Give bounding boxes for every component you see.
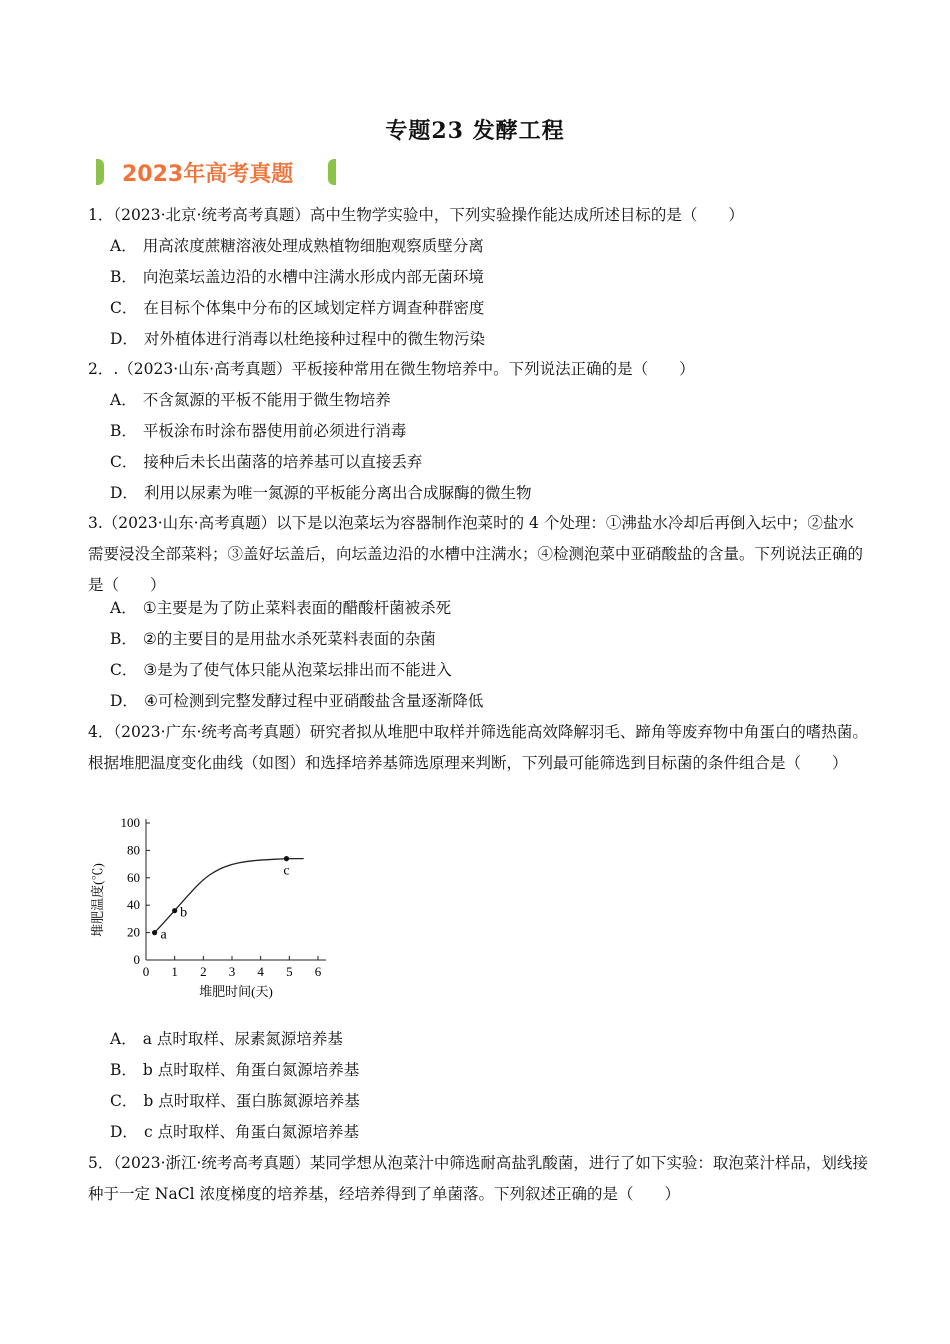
question-text: .（2023·山东·高考真题）平板接种常用在微生物培养中。下列说法正确的是（ ） [113,360,695,378]
option-4a [110,1024,343,1055]
option-key: D． [110,692,138,710]
option-1a [110,231,484,262]
option-text: 在目标个体集中分布的区域划定样方调查种群密度 [143,299,485,317]
point-c [284,856,289,861]
question-text: （2023·广东·统考高考真题）研究者拟从堆肥中取样并筛选能高效降解羽毛、蹄角等废弃物中角蛋白的嗜热菌。根据堆肥温度变化曲线（如图）和选择培养基筛选原理来判断，下列最可能筛选到目标菌的条件组合是（ ） [88,723,868,772]
y-tick-label: 100 [120,815,140,830]
x-tick-label: 4 [257,964,264,979]
option-1b [110,262,484,293]
x-tick-label: 5 [286,964,293,979]
question-text: （2023·北京·统考高考真题）高中生物学实验中，下列实验操作能达成所述目标的是（ ） [113,206,744,224]
y-tick-label: 80 [127,842,140,858]
option-key: A． [110,599,137,617]
option-3c [110,655,452,686]
x-tick-label: 2 [200,964,207,979]
point-b [172,908,177,913]
option-key: C． [110,453,138,471]
y-axis-label: 堆肥温度(℃) [90,863,105,937]
option-text: ③是为了使气体只能从泡菜坛排出而不能进入 [143,661,452,679]
option-text: ①主要是为了防止菜料表面的醋酸杆菌被杀死 [142,599,452,617]
question-number: 3. [88,514,103,532]
option-key: B． [110,268,137,286]
option-text: b 点时取样、角蛋白氮源培养基 [142,1061,360,1079]
section-banner-label: 2023年高考真题 [122,162,294,187]
option-key: C． [110,299,138,317]
question-3 [88,508,868,601]
option-4c [110,1086,360,1117]
x-tick-label: 0 [142,964,150,979]
question-number: 2． [88,360,114,378]
option-4d [110,1117,359,1148]
option-text: c 点时取样、角蛋白氮源培养基 [143,1123,360,1141]
option-text: 利用以尿素为唯一氮源的平板能分离出合成脲酶的微生物 [143,484,532,502]
option-3d [110,686,483,717]
option-text: ②的主要目的是用盐水杀死菜料表面的杂菌 [142,630,436,648]
y-tick-label: 60 [127,869,140,885]
chart-axes [121,815,327,979]
option-key: C． [110,661,138,679]
option-2a [110,385,391,416]
x-tick-label: 3 [228,964,236,979]
y-tick-label: 40 [127,897,140,913]
option-text: ④可检测到完整发酵过程中亚硝酸盐含量逐渐降低 [143,692,484,710]
option-4b [110,1055,359,1086]
option-text: 不含氮源的平板不能用于微生物培养 [142,391,391,409]
option-key: D． [110,330,138,348]
y-tick-label: 20 [127,924,140,940]
option-key: B． [110,1061,137,1079]
question-number: 1． [88,206,114,224]
question-4 [88,717,868,779]
question-text: （2023·浙江·统考高考真题）某同学想从泡菜汁中筛选耐高盐乳酸菌，进行了如下实验：取泡菜汁样品，划线接种于一定 NaCl 浓度梯度的培养基，经培养得到了单菌落。下列叙述正确的是（ ） [88,1154,868,1203]
option-text: b 点时取样、蛋白胨氮源培养基 [143,1092,360,1110]
question-5 [88,1148,868,1210]
option-key: C． [110,1092,138,1110]
chart-svg [88,812,338,1012]
option-text: 平板涂布时涂布器使用前必须进行消毒 [142,422,407,440]
option-key: A． [110,237,137,255]
question-number: 4． [88,723,114,741]
option-text: 用高浓度蔗糖溶液处理成熟植物细胞观察质壁分离 [142,237,484,255]
option-key: D． [110,1123,138,1141]
point-a [152,930,157,935]
x-tick-label: 6 [314,964,322,979]
option-key: B． [110,422,137,440]
option-key: D． [110,484,138,502]
option-key: A． [110,1030,137,1048]
y-tick-label: 0 [133,952,140,967]
option-1d [110,324,485,355]
option-2b [110,416,406,447]
banner-left-cap [96,159,104,185]
question-1 [88,200,868,231]
option-1c [110,293,484,324]
banner-right-cap [328,159,336,185]
section-banner [96,155,336,189]
option-2d [110,478,531,509]
option-key: A． [110,391,137,409]
option-3a [110,593,451,624]
question-2 [88,354,868,385]
option-3b [110,624,436,655]
option-text: 对外植体进行消毒以杜绝接种过程中的微生物污染 [143,330,485,348]
temperature-curve [155,859,304,933]
option-text: 向泡菜坛盖边沿的水槽中注满水形成内部无菌环境 [142,268,484,286]
option-text: a 点时取样、尿素氮源培养基 [142,1030,343,1048]
question-number: 5． [88,1154,114,1172]
page-title: 专题23 发酵工程 [385,118,565,144]
option-2c [110,447,422,478]
question-text: （2023·山东·高考真题）以下是以泡菜坛为容器制作泡菜时的 4 个处理：①沸盐水冷却后再倒入坛中；②盐水需要浸没全部菜料；③盖好坛盖后，向坛盖边沿的水槽中注满水；④检测泡菜中亚硝酸盐的含量。下列说法正确的是（ ） [88,514,864,594]
option-text: 接种后未长出菌落的培养基可以直接丢弃 [143,453,423,471]
x-axis-label: 堆肥时间(天) [199,984,273,999]
point-label-a: a [160,927,167,943]
point-label-c: c [283,863,290,879]
compost-temperature-chart [88,812,338,1012]
x-tick-label: 1 [171,964,178,979]
option-key: B． [110,630,137,648]
point-label-b: b [180,905,188,921]
